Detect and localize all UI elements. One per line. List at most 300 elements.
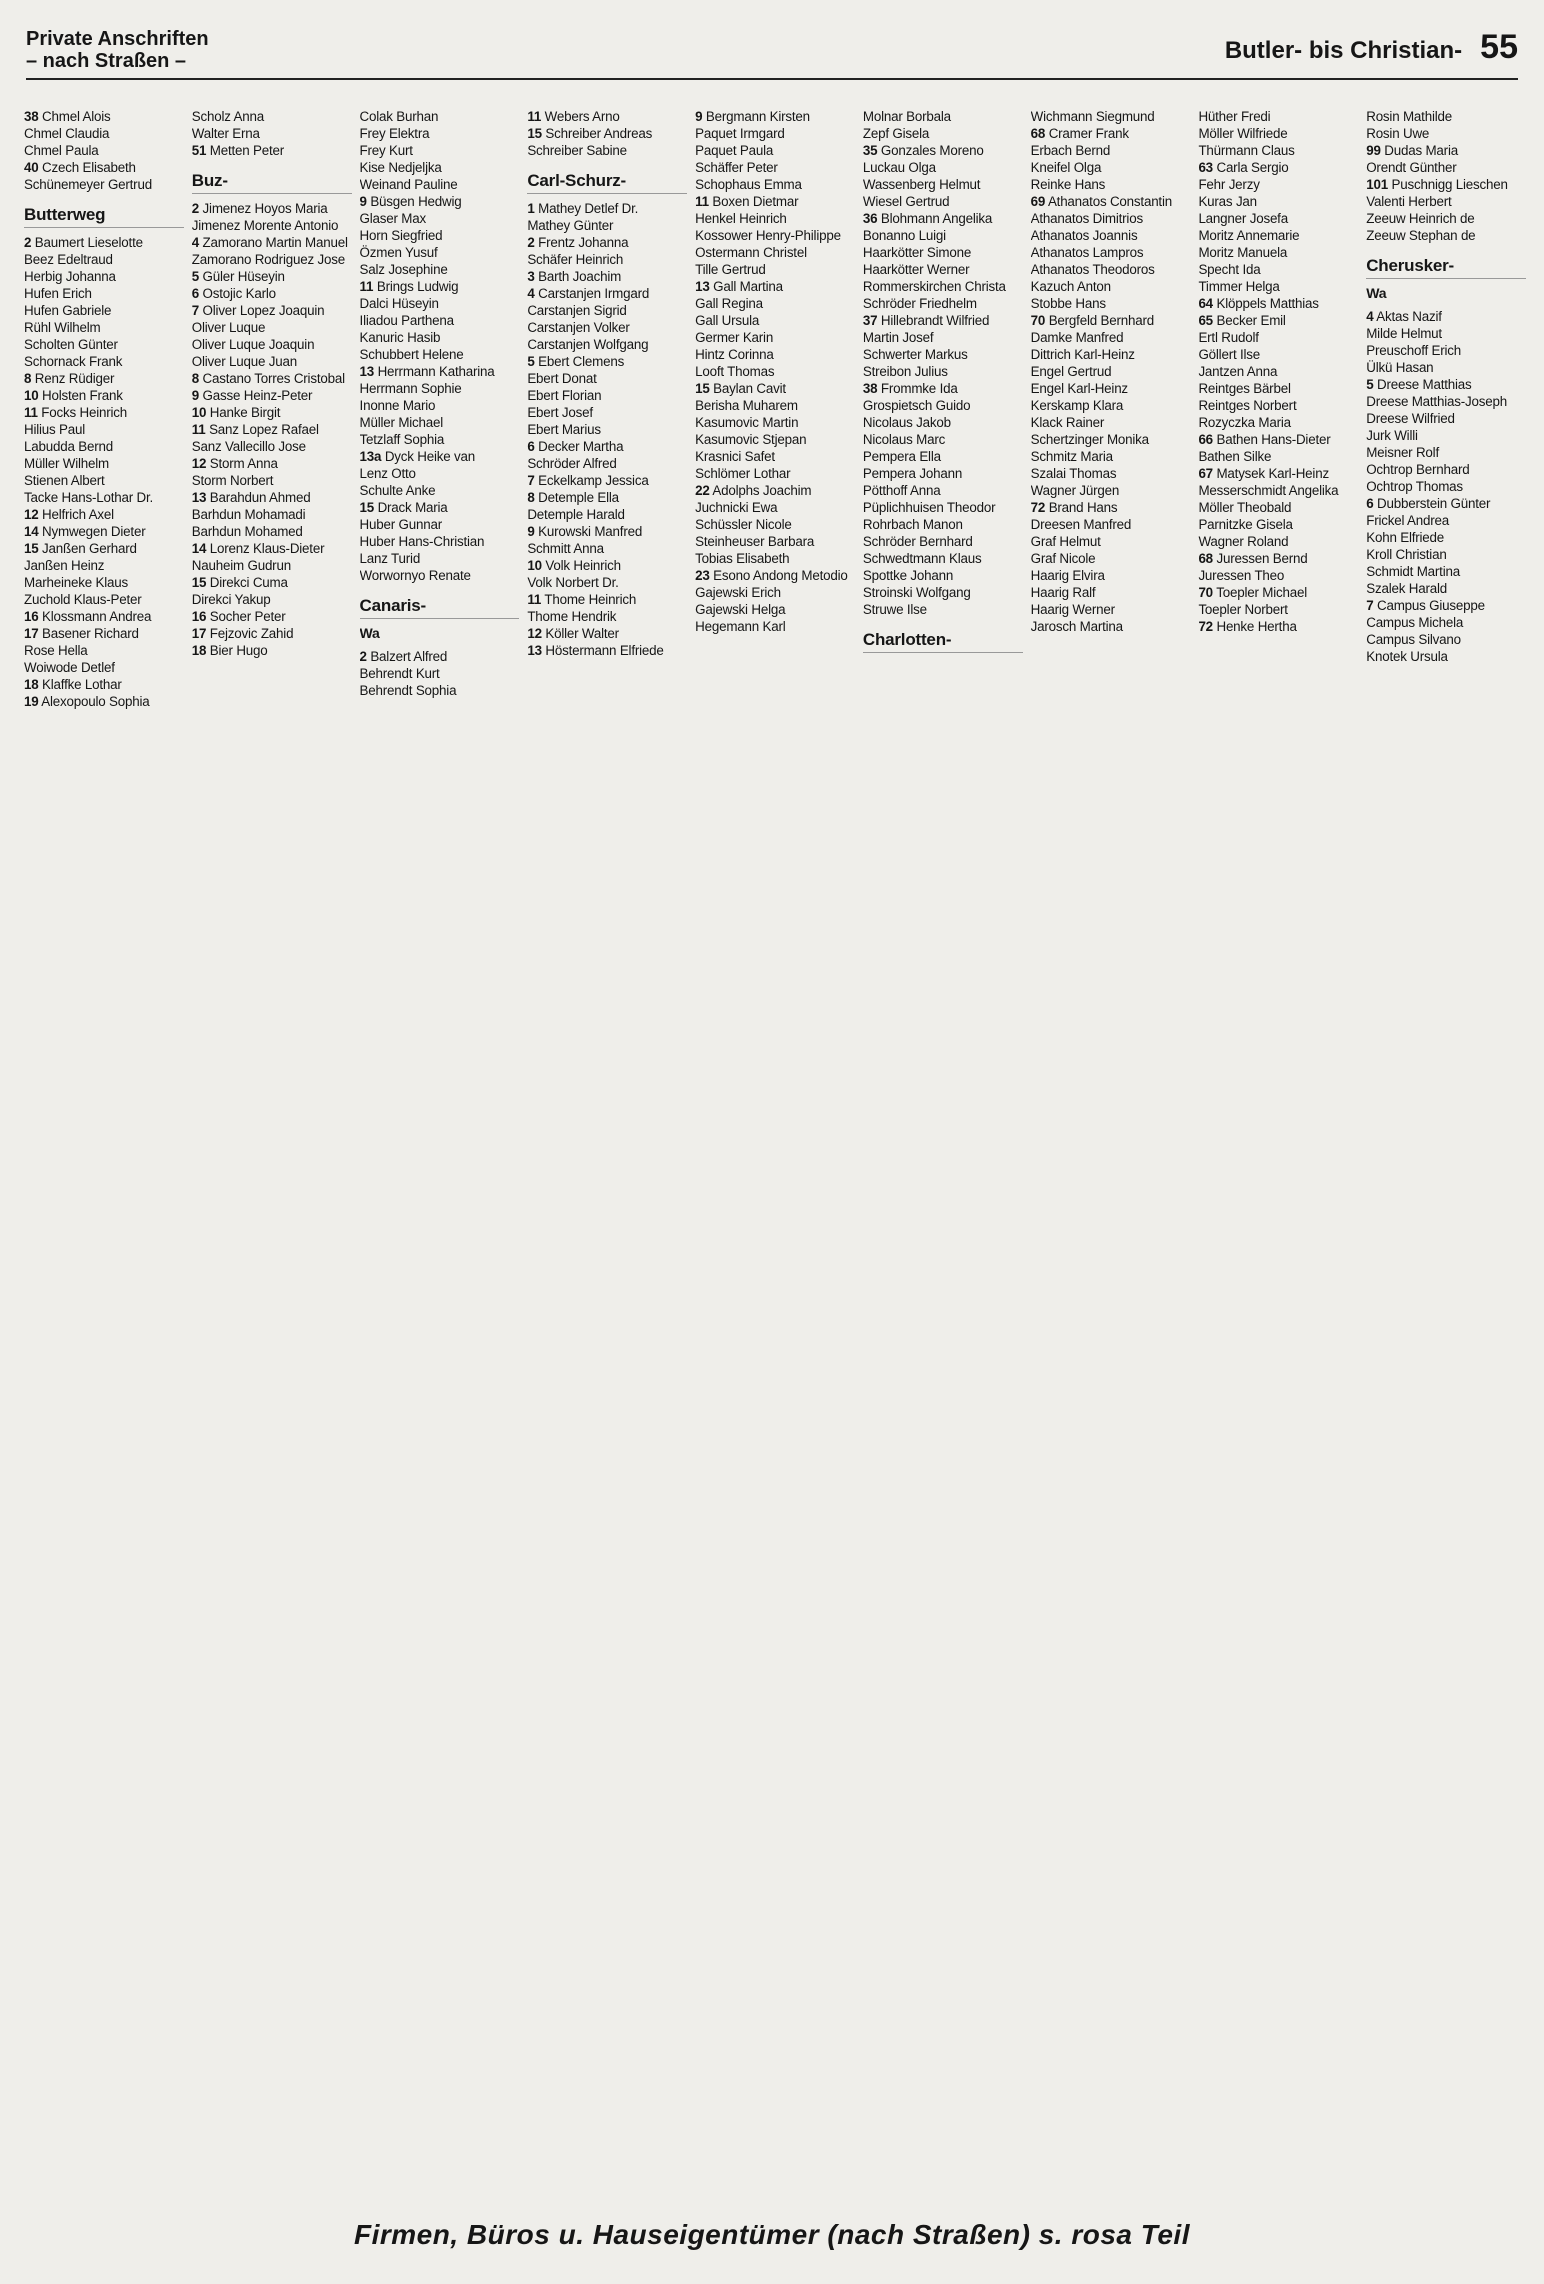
resident-name: Henke Hertha (1216, 619, 1297, 634)
resident-entry (695, 295, 855, 312)
directory-column (360, 108, 520, 2188)
resident-name: Hilius Paul (24, 422, 86, 437)
resident-name: Krasnici Safet (695, 449, 775, 464)
resident-entry (360, 482, 520, 499)
resident-name: Matysek Karl-Heinz (1216, 466, 1329, 481)
resident-entry (1031, 516, 1191, 533)
resident-entry (360, 516, 520, 533)
resident-entry (192, 336, 352, 353)
resident-entry (527, 251, 687, 268)
resident-entry (1198, 346, 1358, 363)
resident-name: Wagner Roland (1198, 534, 1289, 549)
resident-entry (1031, 295, 1191, 312)
resident-entry (360, 648, 520, 665)
house-number: 12 (191, 456, 207, 471)
resident-name: Athanatos Joannis (1030, 228, 1138, 243)
resident-entry (1366, 376, 1526, 393)
resident-entry (360, 567, 520, 584)
directory-column (192, 108, 352, 2188)
resident-name: Kise Nedjeljka (359, 160, 442, 175)
resident-name: Decker Martha (538, 439, 624, 454)
resident-name: Detemple Ella (538, 490, 619, 505)
resident-name: Barth Joachim (538, 269, 622, 284)
resident-name: Ebert Marius (527, 422, 601, 437)
resident-entry (360, 295, 520, 312)
house-number: 68 (1198, 551, 1213, 566)
house-number: 2 (359, 649, 367, 664)
resident-entry (527, 387, 687, 404)
resident-entry (527, 200, 687, 217)
resident-entry (360, 465, 520, 482)
resident-name: Möller Theobald (1198, 500, 1292, 515)
resident-entry (24, 234, 184, 251)
resident-name: Schäffer Peter (695, 160, 778, 175)
house-number: 4 (527, 286, 535, 301)
house-number: 10 (527, 558, 542, 573)
resident-entry (527, 142, 687, 159)
resident-name: Volk Norbert Dr. (527, 575, 619, 590)
resident-entry (1198, 465, 1358, 482)
resident-entry (1031, 465, 1191, 482)
resident-entry (360, 125, 520, 142)
resident-entry (24, 676, 184, 693)
resident-entry (863, 465, 1023, 482)
resident-entry (527, 608, 687, 625)
resident-name: Köller Walter (545, 626, 619, 641)
resident-name: Kroll Christian (1366, 547, 1447, 562)
resident-name: Colak Burhan (359, 109, 439, 124)
resident-entry (1366, 648, 1526, 665)
resident-name: Martin Josef (862, 330, 934, 345)
resident-name: Direkci Yakup (191, 592, 271, 607)
resident-name: Hegemann Karl (695, 619, 786, 634)
resident-entry (360, 397, 520, 414)
street-heading: Carl-Schurz- (527, 171, 687, 194)
resident-name: Frey Elektra (359, 126, 430, 141)
resident-entry (192, 540, 352, 557)
resident-name: Hintz Corinna (695, 347, 774, 362)
house-number: 18 (24, 677, 39, 692)
resident-name: Bergmann Kirsten (705, 109, 810, 124)
resident-entry (24, 268, 184, 285)
resident-name: Gonzales Moreno (880, 143, 984, 158)
resident-name: Kanuric Hasib (359, 330, 441, 345)
resident-name: Reintges Norbert (1198, 398, 1297, 413)
resident-name: Gasse Heinz-Peter (202, 388, 313, 403)
resident-entry (695, 210, 855, 227)
resident-name: Behrendt Sophia (359, 683, 457, 698)
resident-name: Juressen Theo (1198, 568, 1285, 583)
resident-entry (360, 363, 520, 380)
resident-entry (527, 625, 687, 642)
resident-name: Barahdun Ahmed (209, 490, 311, 505)
resident-name: Frickel Andrea (1366, 513, 1450, 528)
resident-name: Paquet Paula (695, 143, 774, 158)
resident-name: Thome Heinrich (544, 592, 637, 607)
resident-entry (695, 227, 855, 244)
resident-entry (1198, 550, 1358, 567)
resident-entry (1198, 380, 1358, 397)
resident-name: Drack Maria (377, 500, 448, 515)
resident-name: Bathen Silke (1198, 449, 1272, 464)
resident-entry (24, 608, 184, 625)
resident-name: Frommke Ida (880, 381, 958, 396)
resident-entry (192, 142, 352, 159)
resident-entry (695, 431, 855, 448)
resident-name: Szalek Harald (1366, 581, 1447, 596)
resident-entry (863, 363, 1023, 380)
resident-entry (527, 268, 687, 285)
resident-name: Glaser Max (359, 211, 427, 226)
house-number: 13 (695, 279, 710, 294)
resident-entry (1198, 329, 1358, 346)
house-number: 65 (1198, 313, 1213, 328)
resident-name: Pempera Ella (862, 449, 941, 464)
resident-name: Zeeuw Stephan de (1366, 228, 1476, 243)
house-number: 101 (1366, 177, 1388, 192)
house-number: 40 (24, 160, 39, 175)
resident-name: Klossmann Andrea (42, 609, 152, 624)
resident-entry (24, 336, 184, 353)
resident-name: Tobias Elisabeth (695, 551, 790, 566)
resident-name: Iliadou Parthena (359, 313, 454, 328)
resident-name: Bonanno Luigi (862, 228, 946, 243)
resident-name: Gall Ursula (695, 313, 760, 328)
resident-name: Wagner Jürgen (1030, 483, 1120, 498)
resident-entry (1366, 461, 1526, 478)
resident-name: Reintges Bärbel (1198, 381, 1291, 396)
resident-entry (1366, 125, 1526, 142)
house-number: 5 (527, 354, 535, 369)
resident-entry (695, 397, 855, 414)
street-heading: Canaris- (360, 596, 520, 619)
resident-entry (24, 108, 184, 125)
resident-entry (863, 584, 1023, 601)
resident-entry (1198, 312, 1358, 329)
resident-name: Sanz Vallecillo Jose (191, 439, 306, 454)
house-number: 15 (695, 381, 710, 396)
resident-name: Pempera Johann (862, 466, 963, 481)
house-number: 17 (191, 626, 207, 641)
resident-name: Müller Wilhelm (24, 456, 109, 471)
resident-entry (863, 295, 1023, 312)
resident-name: Ülkü Hasan (1366, 360, 1434, 375)
resident-name: Steinheuser Barbara (695, 534, 815, 549)
resident-name: Özmen Yusuf (359, 245, 438, 260)
resident-entry (863, 414, 1023, 431)
house-number: 13a (359, 449, 382, 464)
resident-name: Haarig Ralf (1030, 585, 1096, 600)
resident-name: Barhdun Mohamed (191, 524, 303, 539)
house-number: 11 (527, 109, 542, 124)
resident-entry (1366, 325, 1526, 342)
resident-entry (360, 533, 520, 550)
resident-entry (1031, 533, 1191, 550)
resident-entry (360, 159, 520, 176)
resident-entry (1366, 308, 1526, 325)
resident-entry (24, 659, 184, 676)
resident-entry (1366, 193, 1526, 210)
resident-name: Schröder Alfred (527, 456, 617, 471)
resident-name: Nauheim Gudrun (191, 558, 291, 573)
resident-entry (1366, 529, 1526, 546)
resident-entry (1031, 414, 1191, 431)
resident-entry (527, 523, 687, 540)
resident-entry (1198, 618, 1358, 635)
resident-entry (863, 108, 1023, 125)
resident-name: Schreiber Sabine (527, 143, 627, 158)
resident-name: Puschnigg Lieschen (1391, 177, 1508, 192)
resident-name: Athanatos Constantin (1047, 194, 1172, 209)
resident-entry (1198, 567, 1358, 584)
resident-name: Carstanjen Irmgard (538, 286, 650, 301)
resident-entry (527, 285, 687, 302)
resident-entry (1031, 448, 1191, 465)
resident-entry (1031, 159, 1191, 176)
resident-name: Erbach Bernd (1030, 143, 1111, 158)
district-code: Wa (1366, 285, 1387, 301)
resident-name: Kazuch Anton (1030, 279, 1111, 294)
resident-name: Gall Regina (695, 296, 763, 311)
resident-entry (1031, 601, 1191, 618)
resident-entry (695, 465, 855, 482)
resident-entry (360, 550, 520, 567)
resident-entry (1198, 533, 1358, 550)
resident-entry (695, 329, 855, 346)
resident-name: Höstermann Elfriede (545, 643, 664, 658)
house-number: 11 (695, 194, 709, 209)
resident-name: Toepler Michael (1216, 585, 1307, 600)
resident-entry (695, 176, 855, 193)
resident-entry (863, 329, 1023, 346)
resident-entry (1031, 482, 1191, 499)
house-number: 16 (191, 609, 207, 624)
resident-entry (1198, 210, 1358, 227)
resident-entry (24, 285, 184, 302)
page-range (1224, 28, 1518, 66)
resident-entry (695, 482, 855, 499)
resident-name: Kohn Elfriede (1366, 530, 1445, 545)
resident-entry (1198, 414, 1358, 431)
resident-name: Bier Hugo (209, 643, 268, 658)
house-number: 12 (527, 626, 542, 641)
house-number: 38 (24, 109, 39, 124)
street-heading: Cherusker- (1366, 256, 1526, 279)
resident-entry (863, 533, 1023, 550)
house-number: 23 (695, 568, 710, 583)
resident-name: Moritz Manuela (1198, 245, 1288, 260)
resident-entry (863, 482, 1023, 499)
resident-entry (1366, 342, 1526, 359)
resident-entry (695, 312, 855, 329)
house-number: 15 (24, 541, 39, 556)
resident-name: Ostojic Karlo (202, 286, 276, 301)
house-number: 10 (24, 388, 39, 403)
resident-entry (24, 489, 184, 506)
house-number: 2 (527, 235, 535, 250)
resident-entry (24, 125, 184, 142)
resident-entry (527, 108, 687, 125)
resident-entry (1198, 278, 1358, 295)
resident-entry (695, 584, 855, 601)
resident-name: Streibon Julius (862, 364, 948, 379)
resident-name: Baylan Cavit (713, 381, 786, 396)
resident-name: Webers Arno (544, 109, 620, 124)
resident-name: Dittrich Karl-Heinz (1030, 347, 1135, 362)
resident-name: Thürmann Claus (1198, 143, 1295, 158)
resident-entry (360, 108, 520, 125)
resident-name: Nicolaus Marc (862, 432, 946, 447)
house-number: 72 (1030, 500, 1046, 515)
resident-entry (863, 193, 1023, 210)
resident-entry (695, 278, 855, 295)
resident-name: Szalai Thomas (1030, 466, 1117, 481)
resident-entry (1198, 482, 1358, 499)
resident-entry (1031, 312, 1191, 329)
directory-column (24, 108, 184, 2188)
resident-entry (1366, 580, 1526, 597)
resident-name: Schröder Friedhelm (862, 296, 977, 311)
resident-name: Knotek Ursula (1366, 649, 1448, 664)
resident-entry (527, 574, 687, 591)
resident-name: Milde Helmut (1366, 326, 1442, 341)
resident-entry (1198, 601, 1358, 618)
house-number: 64 (1198, 296, 1213, 311)
resident-entry (1198, 159, 1358, 176)
resident-name: Herrmann Sophie (359, 381, 462, 396)
house-number: 11 (359, 279, 374, 294)
resident-entry (24, 421, 184, 438)
resident-name: Ochtrop Bernhard (1366, 462, 1470, 477)
resident-entry (360, 380, 520, 397)
resident-name: Kossower Henry-Philippe (695, 228, 841, 243)
house-number: 14 (24, 524, 39, 539)
resident-name: Metten Peter (209, 143, 285, 158)
resident-entry (527, 302, 687, 319)
resident-name: Weinand Pauline (359, 177, 458, 192)
resident-entry (1366, 359, 1526, 376)
resident-entry (24, 404, 184, 421)
resident-entry (695, 142, 855, 159)
resident-name: Schünemeyer Gertrud (24, 177, 152, 192)
resident-name: Thome Hendrik (527, 609, 617, 624)
resident-entry (1031, 618, 1191, 635)
directory-column (527, 108, 687, 2188)
resident-name: Sanz Lopez Rafael (209, 422, 319, 437)
resident-entry (863, 210, 1023, 227)
resident-name: Campus Michela (1366, 615, 1464, 630)
resident-entry (24, 523, 184, 540)
resident-name: Baumert Lieselotte (34, 235, 143, 250)
resident-entry (1366, 546, 1526, 563)
resident-name: Schmidt Martina (1366, 564, 1460, 579)
resident-entry (695, 601, 855, 618)
resident-entry (192, 625, 352, 642)
resident-entry (527, 217, 687, 234)
resident-name: Jantzen Anna (1198, 364, 1278, 379)
resident-entry (863, 567, 1023, 584)
resident-entry (863, 125, 1023, 142)
resident-entry (1031, 550, 1191, 567)
resident-entry (24, 557, 184, 574)
resident-entry (1031, 329, 1191, 346)
resident-entry (1031, 125, 1191, 142)
house-number: 19 (24, 694, 39, 709)
resident-name: Grospietsch Guido (862, 398, 971, 413)
resident-name: Klöppels Matthias (1216, 296, 1319, 311)
resident-entry (1031, 261, 1191, 278)
resident-entry (527, 125, 687, 142)
resident-name: Rose Hella (24, 643, 88, 658)
resident-name: Campus Giuseppe (1377, 598, 1485, 613)
house-number: 68 (1030, 126, 1046, 141)
directory-column (1366, 108, 1526, 2188)
resident-name: Castano Torres Cristobal (202, 371, 345, 386)
house-number: 22 (695, 483, 710, 498)
resident-name: Ostermann Christel (695, 245, 807, 260)
resident-name: Socher Peter (209, 609, 286, 624)
resident-name: Büsgen Hedwig (370, 194, 462, 209)
resident-name: Renz Rüdiger (34, 371, 115, 386)
resident-entry (863, 312, 1023, 329)
resident-entry (360, 682, 520, 699)
resident-entry (695, 380, 855, 397)
resident-entry (192, 125, 352, 142)
house-number: 70 (1198, 585, 1213, 600)
resident-name: Huber Gunnar (359, 517, 443, 532)
resident-name: Schüssler Nicole (695, 517, 792, 532)
resident-name: Haarkötter Simone (862, 245, 972, 260)
resident-entry (527, 472, 687, 489)
house-number: 11 (24, 405, 38, 420)
street-heading: Butterweg (24, 205, 184, 228)
resident-name: Walter Erna (191, 126, 260, 141)
house-number: 8 (24, 371, 32, 386)
resident-entry (1031, 363, 1191, 380)
resident-name: Gajewski Helga (695, 602, 786, 617)
house-number: 51 (191, 143, 207, 158)
resident-name: Ebert Clemens (538, 354, 625, 369)
resident-name: Gajewski Erich (695, 585, 781, 600)
resident-entry (192, 285, 352, 302)
resident-name: Klaffke Lothar (42, 677, 122, 692)
resident-name: Carstanjen Wolfgang (527, 337, 649, 352)
resident-entry (695, 448, 855, 465)
resident-entry (695, 533, 855, 550)
resident-entry (24, 176, 184, 193)
resident-name: Cramer Frank (1048, 126, 1129, 141)
resident-name: Paquet Irmgard (695, 126, 785, 141)
house-number: 67 (1198, 466, 1213, 481)
resident-name: Meisner Rolf (1366, 445, 1439, 460)
resident-entry (1031, 244, 1191, 261)
resident-name: Pötthoff Anna (862, 483, 941, 498)
resident-name: Dyck Heike van (384, 449, 476, 464)
resident-name: Valenti Herbert (1366, 194, 1452, 209)
resident-name: Rosin Uwe (1366, 126, 1430, 141)
resident-entry (527, 234, 687, 251)
house-number: 13 (359, 364, 375, 379)
resident-entry (1198, 193, 1358, 210)
footer-text: Firmen, Büros u. Hauseigentümer (nach Straßen) s. rosa Teil (354, 2219, 1190, 2250)
resident-name: Looft Thomas (695, 364, 775, 379)
resident-name: Schornack Frank (24, 354, 123, 369)
directory-column (695, 108, 855, 2188)
house-number: 63 (1198, 160, 1213, 175)
resident-entry (1198, 499, 1358, 516)
resident-name: Tille Gertrud (695, 262, 766, 277)
resident-entry (192, 438, 352, 455)
